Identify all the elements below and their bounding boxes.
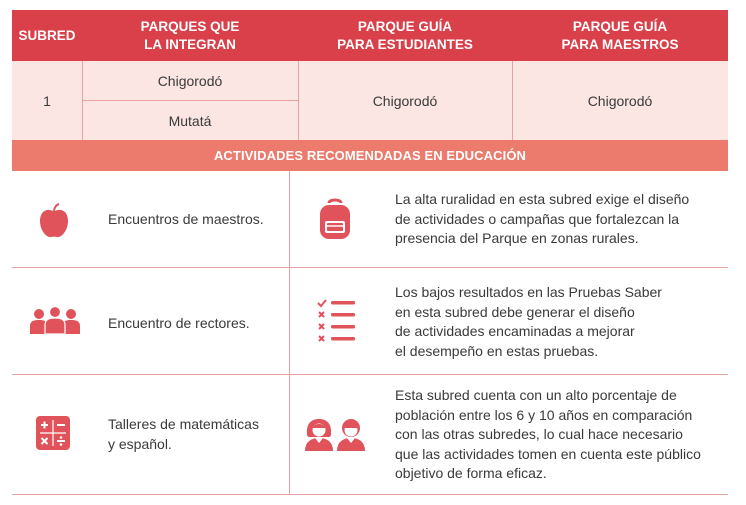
- activity-row: [12, 171, 728, 267]
- header-guia-maestros: PARQUE GUÍA PARA MAESTROS: [561, 18, 679, 52]
- backpack-icon: [314, 197, 356, 246]
- header-parques: PARQUES QUE LA INTEGRAN: [140, 18, 240, 52]
- section-title: ACTIVIDADES RECOMENDADAS EN EDUCACIÓN: [12, 140, 728, 171]
- guia-maestros-value: Chigorodó: [587, 92, 653, 109]
- calculator-icon: [35, 415, 71, 456]
- table-header: [12, 10, 728, 61]
- activity-description: Los bajos resultados en las Pruebas Saber en esta subred debe generar el diseño de actividades encaminadas a mejorar el desempeño en estas pruebas.: [395, 284, 662, 359]
- activity-description: Esta subred cuenta con un alto porcentaje de población entre los 6 y 10 años en comparación con las otras subredes, lo cual hace necesario que las actividades tomen en cuenta este público objetivo de forma eficaz.: [395, 387, 701, 482]
- parque-item: Mutatá: [168, 112, 212, 129]
- group-icon: [29, 306, 81, 339]
- activity-label: Encuentros de maestros.: [108, 211, 264, 227]
- checklist-icon: [317, 298, 357, 349]
- activity-label: Talleres de matemáticas y español.: [108, 416, 259, 452]
- activity-row: [12, 268, 728, 374]
- row-divider: [12, 494, 728, 495]
- subred-row: [12, 61, 728, 140]
- activity-row: [12, 375, 728, 494]
- activity-description: La alta ruralidad en esta subred exige el diseño de actividades o campañas que fortalezcan la presencia del Parque en zonas rurales.: [395, 191, 690, 247]
- activity-label: Encuentro de rectores.: [108, 315, 250, 331]
- header-subred: SUBRED: [18, 27, 76, 43]
- parque-item: Chigorodó: [157, 72, 223, 89]
- children-icon: [303, 417, 369, 456]
- guia-estudiantes-value: Chigorodó: [372, 92, 438, 109]
- subred-number: 1: [43, 92, 51, 109]
- header-guia-estudiantes: PARQUE GUÍA PARA ESTUDIANTES: [337, 18, 473, 52]
- apple-icon: [38, 203, 70, 244]
